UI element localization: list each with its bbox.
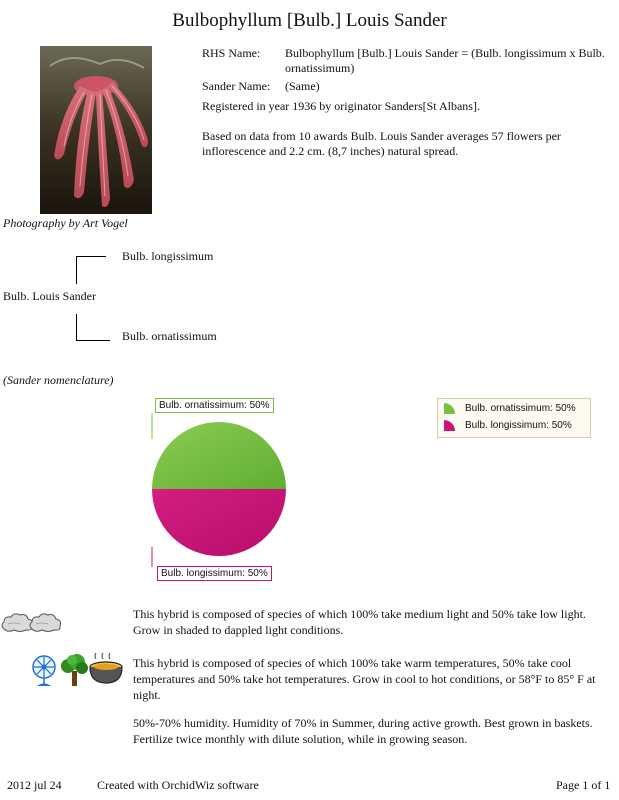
cloud-icon — [0, 611, 62, 635]
legend-label-ornatissimum: Bulb. ornatissimum: 50% — [465, 403, 576, 414]
awards-info: Based on data from 10 awards Bulb. Louis Sander averages 57 flowers per inflorescence and 2.2 cm. (8,7 inches) natural spread. — [202, 129, 561, 158]
pie-slice-ornatissimum — [152, 422, 286, 489]
footer-page-number: Page 1 of 1 — [556, 778, 611, 792]
tree-line-top-v — [76, 256, 77, 284]
legend-swatch-ornatissimum — [442, 401, 460, 415]
humidity-requirements: 50%-70% humidity. Humidity of 70% in Summer, during active growth. Best grown in baskets. Fertilize twice monthly with dilute solution, while in growing season. — [133, 716, 593, 746]
photo-credit: Photography by Art Vogel — [3, 216, 128, 230]
tree-line-top-h — [76, 256, 106, 257]
temperature-icons — [30, 653, 124, 687]
tree-child: Bulb. Louis Sander — [3, 289, 96, 303]
pie-slice-longissimum — [152, 489, 286, 556]
page-title: Bulbophyllum [Bulb.] Louis Sander — [172, 10, 447, 31]
nomenclature-note: (Sander nomenclature) — [3, 373, 114, 387]
tree-icon — [61, 654, 88, 686]
rhs-name-label: RHS Name: — [202, 46, 261, 60]
temperature-requirements: This hybrid is composed of species of which 100% take warm temperatures, 50% take cool temperatures and 50% take hot temperatures. Grow in cool to hot conditions, or 58°F to 85° F at night. — [133, 656, 596, 702]
hot-pot-icon — [90, 653, 122, 683]
rhs-name-value: Bulbophyllum [Bulb.] Louis Sander = (Bulb. longissimum x Bulb. ornatissimum) — [285, 46, 605, 75]
legend-item-ornatissimum — [442, 401, 576, 417]
sander-name-value: (Same) — [285, 79, 320, 93]
legend-label-longissimum: Bulb. longissimum: 50% — [465, 420, 572, 431]
fan-icon — [33, 656, 55, 686]
tree-line-bottom-h — [76, 340, 110, 341]
pie-chart — [140, 395, 310, 585]
tree-parent-2: Bulb. ornatissimum — [122, 329, 217, 343]
chart-legend — [437, 398, 591, 438]
orchid-photo — [40, 46, 152, 214]
slice-label-ornatissimum: Bulb. ornatissimum: 50% — [155, 398, 274, 413]
registration-info: Registered in year 1936 by originator Sanders[St Albans]. — [202, 99, 480, 113]
tree-line-bottom-v — [76, 314, 77, 341]
legend-swatch-longissimum — [442, 418, 460, 432]
legend-item-longissimum — [442, 418, 572, 434]
slice-label-longissimum: Bulb. longissimum: 50% — [157, 566, 272, 581]
light-requirements: This hybrid is composed of species of which 100% take medium light and 50% take low light. Grow in shaded to dappled light conditions. — [133, 607, 586, 637]
footer-software: Created with OrchidWiz software — [97, 778, 259, 792]
sander-name-label: Sander Name: — [202, 79, 271, 93]
tree-parent-1: Bulb. longissimum — [122, 249, 214, 263]
footer-date: 2012 jul 24 — [7, 778, 62, 792]
